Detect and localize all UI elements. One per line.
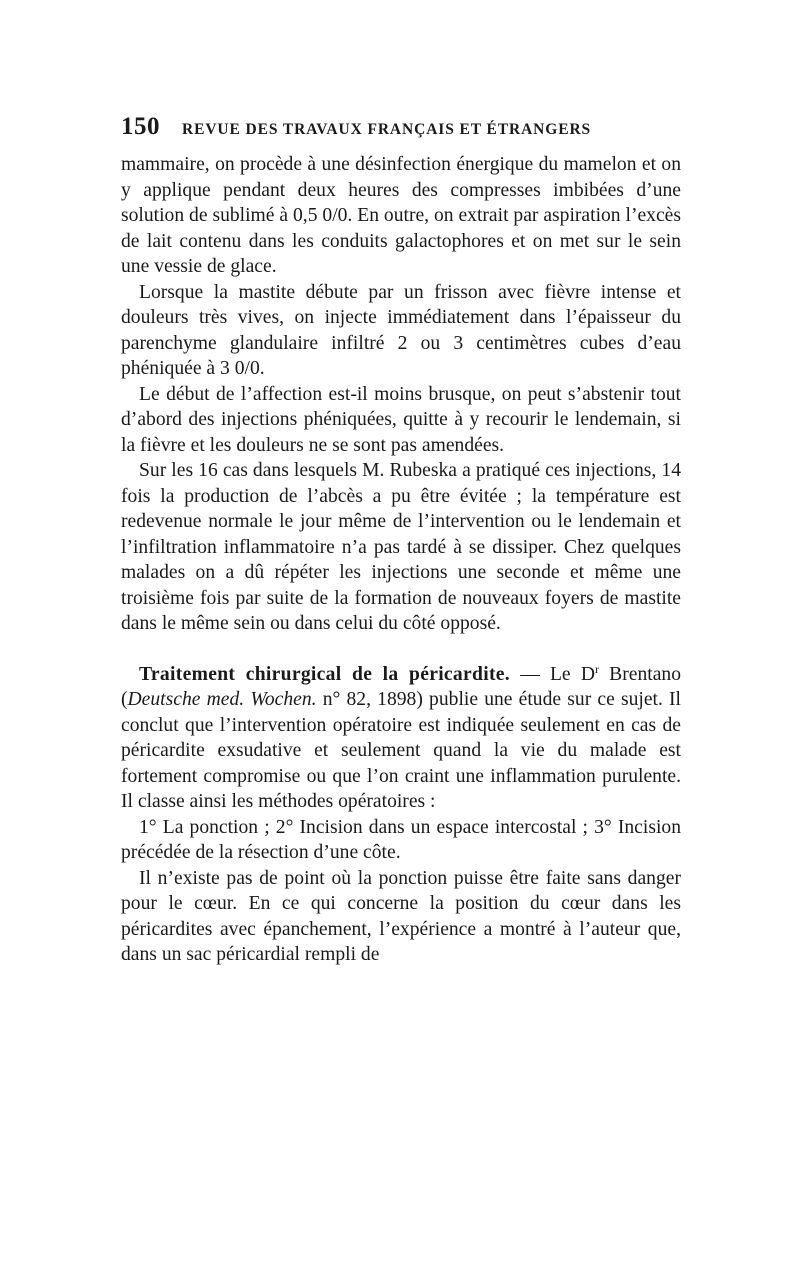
paragraph-methods: 1° La ponction ; 2° Incision dans un espace intercostal ; 3° Incision précédée de la résection d’une côte.: [121, 816, 681, 863]
citation-text: n° 82, 1898) publie une étude sur ce sujet. Il conclut que l’intervention opératoire est indiquée seulement en cas de péricardite exsudative et seulement quand la vie du malade est fortement compromise ou que l’on craint une inflammation purulente. Il classe ainsi les méthodes opératoires :: [121, 689, 681, 812]
paragraph-mastite-frisson: Lorsque la mastite débute par un frisson avec fièvre intense et douleurs très vives, on injecte immédiatement dans l’épaisseur du parenchyme glandulaire infiltré 2 ou 3 centimètres cubes d’eau phéniquée à 3 0/0.: [121, 281, 681, 379]
doctor-superscript: r: [594, 661, 599, 676]
journal-title: Deutsche med. Wochen.: [127, 689, 317, 710]
page-number: 150: [121, 113, 160, 140]
page-body: [121, 152, 681, 968]
running-title: REVUE DES TRAVAUX FRANÇAIS ET ÉTRANGERS: [182, 121, 592, 138]
page-header: [121, 113, 681, 141]
section-paragraph-pericardite: [121, 662, 681, 815]
section-dash: — Le D: [510, 663, 595, 685]
author-name: Brentano (: [121, 663, 681, 710]
paragraph-debut-affection: Le début de l’affection est-il moins brusque, on peut s’abstenir tout d’abord des injections phéniquées, quitte à y recourir le lendemain, si la fièvre et les douleurs ne se sont pas amendées.: [121, 383, 681, 456]
paragraph-rubeska-results: Sur les 16 cas dans lesquels M. Rubeska a pratiqué ces injections, 14 fois la production de l’abcès a pu être évitée ; la température est redevenue normale le jour même de l’intervention ou le lendemain et l’infiltration inflammatoire n’a pas tardé à se dissiper. Chez quelques malades on a dû répéter les injections une seconde et même une troisième fois par suite de la formation de nouveaux foyers de mastite dans le même sein ou dans celui du côté opposé.: [121, 460, 681, 634]
section-title: Traitement chirurgical de la péricardite.: [139, 663, 510, 685]
paragraph-continued: mammaire, on procède à une désinfection énergique du mamelon et on y applique pendant deux heures des compresses imbibées d’une solution de sublimé à 0,5 0/0. En outre, on extrait par aspiration l’excès de lait contenu dans les conduits galactophores et on met sur le sein une vessie de glace.: [121, 154, 681, 277]
paragraph-ponction: Il n’existe pas de point où la ponction puisse être faite sans danger pour le cœur. En ce qui concerne la position du cœur dans les péricardites avec épanchement, l’expérience a montré à l’auteur que, dans un sac péricardial rempli de: [121, 867, 681, 965]
